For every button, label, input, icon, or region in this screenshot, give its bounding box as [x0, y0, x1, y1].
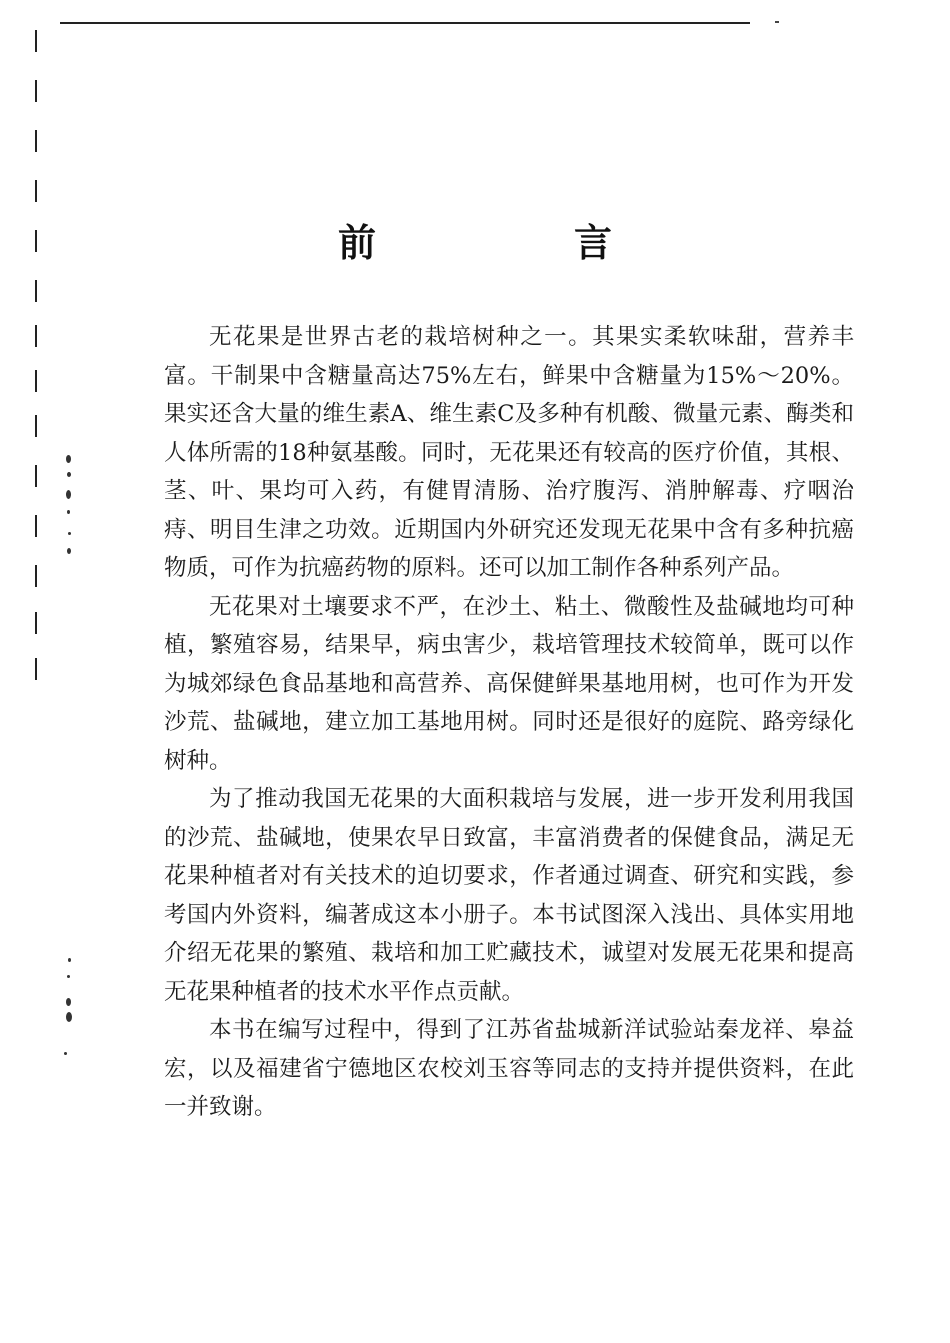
margin-mark — [35, 80, 37, 102]
speck — [66, 455, 71, 463]
speck — [67, 548, 71, 554]
preface-body — [164, 318, 854, 1127]
margin-mark — [35, 515, 37, 537]
speck — [67, 510, 70, 514]
paragraph: 为了推动我国无花果的大面积栽培与发展，进一步开发利用我国的沙荒、盐碱地，使果农早日致富，丰富消费者的保健食品，满足无花果种植者对有关技术的迫切要求，作者通过调查、研究和实践，参考国内外资料，编著成这本小册子。本书试图深入浅出、具体实用地介绍无花果的繁殖、栽培和加工贮藏技术，诚望对发展无花果和提高无花果种植者的技术水平作点贡献。 — [164, 786, 854, 1005]
speck — [67, 975, 70, 978]
speck — [66, 1012, 72, 1022]
margin-mark — [35, 30, 37, 52]
margin-mark — [35, 370, 37, 392]
speck — [66, 998, 71, 1006]
margin-mark — [35, 325, 37, 347]
margin-mark — [35, 612, 37, 634]
margin-mark — [35, 130, 37, 152]
paragraph: 无花果是世界古老的栽培树种之一。其果实柔软味甜，营养丰富。干制果中含糖量高达75%左右，鲜果中含糖量为15%～20%。果实还含大量的维生素A、维生素C及多种有机酸、微量元素、酶类和人体所需的18种氨基酸。同时，无花果还有较高的医疗价值，其根、茎、叶、果均可入药，有健胃清肠、治疗腹泻、消肿解毒、疗咽治痔、明目生津之功效。近期国内外研究还发现无花果中含有多种抗癌物质，可作为抗癌药物的原料。还可以加工制作各种系列产品。 — [164, 324, 854, 581]
margin-mark — [35, 465, 37, 487]
speck — [67, 472, 71, 477]
page-title: 前 言 — [337, 220, 692, 265]
margin-mark — [35, 565, 37, 587]
margin-mark — [35, 280, 37, 302]
paragraph: 本书在编写过程中，得到了江苏省盐城新洋试验站秦龙祥、皋益宏，以及福建省宁德地区农校刘玉容等同志的支持并提供资料，在此一并致谢。 — [164, 1017, 854, 1120]
margin-mark — [35, 658, 37, 680]
margin-mark — [35, 180, 37, 202]
speck — [64, 1052, 67, 1055]
speck — [68, 958, 71, 962]
speck — [68, 532, 71, 535]
top-rule — [60, 22, 750, 24]
speck — [66, 490, 71, 499]
margin-mark — [35, 415, 37, 437]
top-rule-tick — [775, 21, 779, 23]
paragraph: 无花果对土壤要求不严，在沙土、粘土、微酸性及盐碱地均可种植，繁殖容易，结果早，病虫害少，栽培管理技术较简单，既可以作为城郊绿色食品基地和高营养、高保健鲜果基地用树，也可作为开发沙荒、盐碱地，建立加工基地用树。同时还是很好的庭院、路旁绿化树种。 — [164, 593, 854, 774]
